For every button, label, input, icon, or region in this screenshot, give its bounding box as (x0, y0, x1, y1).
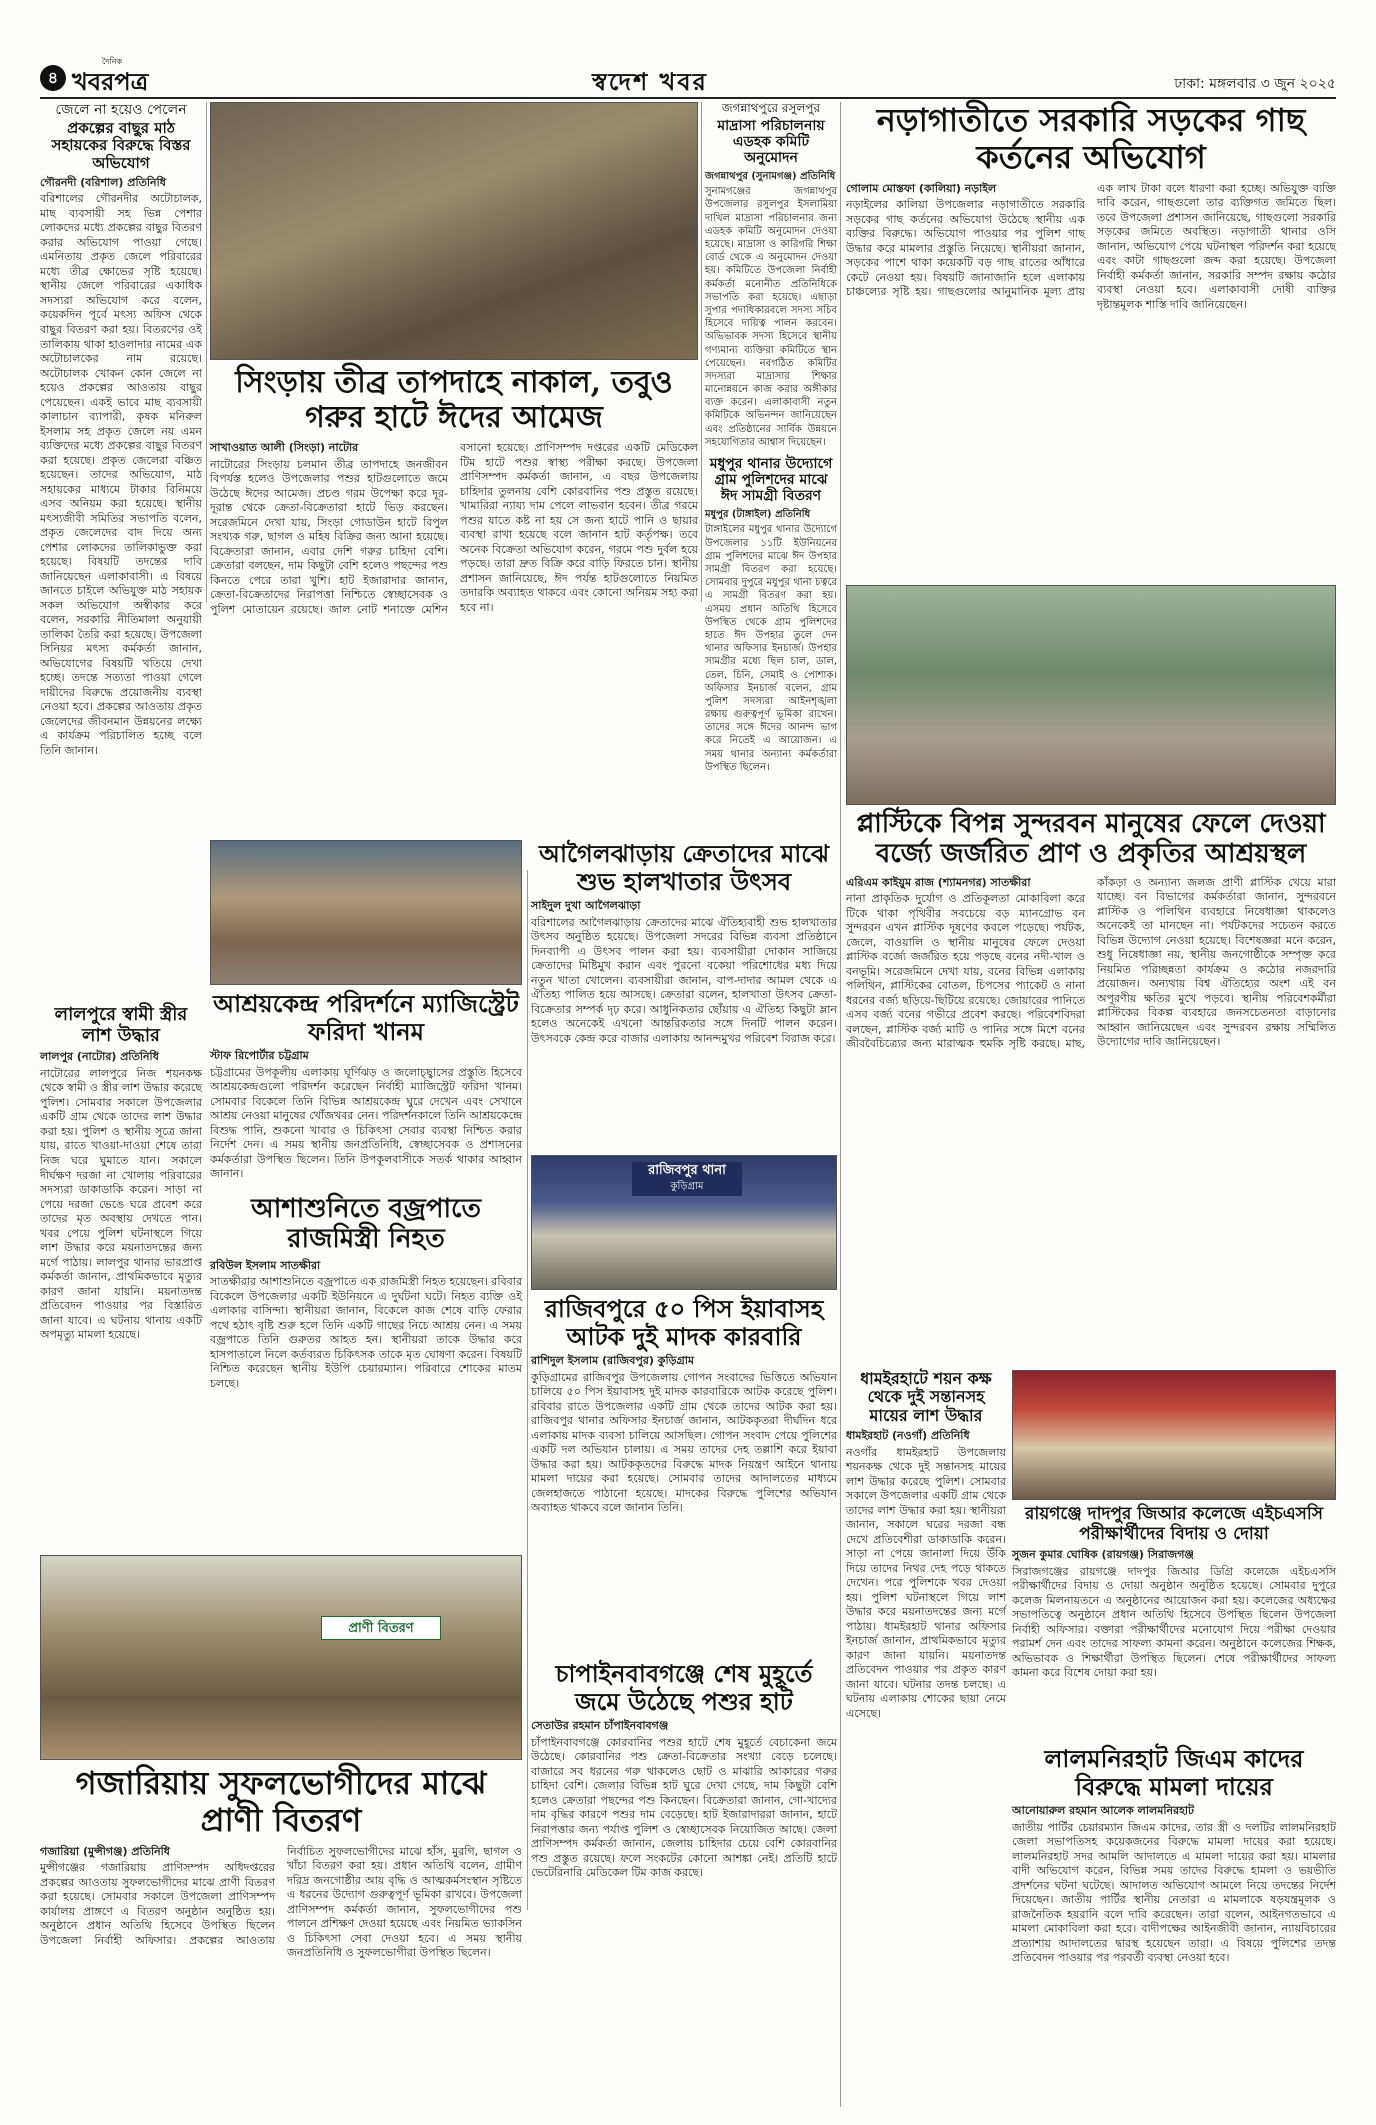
article-ashashuni (210, 1195, 522, 1555)
article-text: বরিশালের আগৈলঝাড়ায় ক্রেতাদের মাঝে ঐতিহ্যবাহী শুভ হালখাতার উৎসব অনুষ্ঠিত হয়েছে। উপজেলা সদরের বিভিন্ন ব্যবসা প্রতিষ্ঠানে দিনব্যাপী এ উৎসব পালন করা হয়। ব্যবসায়ীরা দোকান সাজিয়ে ক্রেতাদের মিষ্টিমুখ করান এবং পুরনো বকেয়া পরিশোধের মধ্য দিয়ে নতুন খাতা খোলেন। ব্যবসায়ীরা জানান, বাপ-দাদার আমল থেকে এ ঐতিহ্য পালিত হয়ে আসছে। ক্রেতারা বলেন, হালখাতা উৎসব ক্রেতা-বিক্রেতার সম্পর্ক দৃঢ় করে। আধুনিকতার ছোঁয়ায় এ ঐতিহ্য কিছুটা ম্লান হলেও অনেকেই এখনো আন্তরিকতার সঙ্গে দিনটি পালন করেন। উৎসবকে কেন্দ্র করে বাজার এলাকায় আনন্দমুখর পরিবেশ বিরাজ করে। (531, 915, 837, 1045)
article-byline: আনোয়ারুল রহমান আলেক লালমনিরহাট (1012, 1804, 1195, 1818)
article-lalmonirhat (1012, 1745, 1336, 2110)
dateline: ঢাকা: মঙ্গলবার ৩ জুন ২০২৫ (1174, 76, 1336, 92)
article-body (40, 1050, 202, 1342)
article-magistrate (210, 990, 522, 1190)
article-byline: ধামইরহাট (নওগাঁ) প্রতিনিধি (846, 1429, 970, 1443)
article-kicker: জগন্নাথপুরে রসুলপুর (721, 101, 821, 115)
police-station-sign-title: রাজিবপুর থানা (648, 1163, 726, 1178)
section-title: স্বদেশ খবর (592, 67, 708, 96)
article-body (531, 1354, 837, 1516)
police-station-sign-sub: কুড়িগ্রাম (670, 1181, 704, 1192)
article-headline: নড়াগাতীতে সরকারি সড়কের গাছ কর্তনের অভিযোগ (876, 101, 1306, 176)
sundarban-plastic-photo (846, 585, 1336, 805)
article-body (210, 441, 698, 617)
article-madhupur (705, 456, 837, 836)
article-calf-project (40, 102, 202, 1002)
page-header (40, 57, 1336, 96)
page-number: ৪ (47, 68, 59, 87)
article-text: নওগাঁর ধামইরহাট উপজেলায় শয়নকক্ষ থেকে দুই সন্তানসহ মায়ের লাশ উদ্ধার করেছে পুলিশ। সোমবার সকালে উপজেলার একটি গ্রাম থেকে তাদের লাশ উদ্ধার করা হয়। স্থানীয়রা জানান, সকালে ঘরের দরজা বন্ধ দেখে প্রতিবেশীরা ডাকাডাকি করেন। সাড়া না পেয়ে জানালা দিয়ে উঁকি দিয়ে তাদের নিথর দেহ পড়ে থাকতে দেখেন। পরে পুলিশকে খবর দেওয়া হয়। পুলিশ ঘটনাস্থলে গিয়ে লাশ উদ্ধার করে ময়নাতদন্তের জন্য মর্গে পাঠায়। ধামইরহাট থানার অফিসার ইনচার্জ জানান, প্রাথমিকভাবে মৃত্যুর কারণ জানা যায়নি। ময়নাতদন্ত প্রতিবেদন পাওয়ার পর প্রকৃত কারণ জানা যাবে। ঘটনার তদন্ত চলছে। এ ঘটনায় এলাকায় শোকের ছায়া নেমে এসেছে। (846, 1445, 1006, 1720)
article-text: নাটোরের লালপুরে নিজ শয়নকক্ষ থেকে স্বামী ও স্ত্রীর লাশ উদ্ধার করেছে পুলিশ। সোমবার সকালে উপজেলার একটি গ্রাম থেকে তাদের লাশ উদ্ধার করা হয়। পুলিশ ও স্থানীয় সূত্রে জানা যায়, রাতে খাওয়া-দাওয়া শেষে তারা নিজ ঘরে ঘুমাতে যান। সকালে দীর্ঘক্ষণ দরজা না খোলায় পরিবারের সদস্যরা ডাকাডাকি করেন। সাড়া না পেয়ে দরজা ভেঙে ঘরে প্রবেশ করে তাদের মৃত অবস্থায় দেখতে পান। খবর পেয়ে পুলিশ ঘটনাস্থলে গিয়ে লাশ উদ্ধার করে ময়নাতদন্তের জন্য মর্গে পাঠায়। লালপুর থানার ভারপ্রাপ্ত কর্মকর্তা জানান, প্রাথমিকভাবে মৃত্যুর কারণ জানা যায়নি। ময়নাতদন্ত প্রতিবেদন পাওয়ার পর বিস্তারিত জানা যাবে। এ ঘটনায় থানায় একটি অপমৃত্যু মামলা হয়েছে। (40, 1066, 202, 1342)
article-body (1012, 1548, 1336, 1681)
article-body (210, 1049, 522, 1182)
article-byline: সুজন কুমার ঘোষিক (রায়গঞ্জ) সিরাজগঞ্জ (1012, 1548, 1194, 1562)
article-body (40, 176, 202, 759)
article-agailjhara (531, 840, 837, 1150)
article-jagannathpur (705, 102, 837, 452)
article-text: নাটোরের সিংড়ায় চলমান তীব্র তাপদাহে জনজীবন বিপর্যস্ত হলেও উপজেলার পশুর হাটগুলোতে জমে উঠেছে ঈদের আমেজ। প্রচণ্ড গরম উপেক্ষা করে দূর-দূরান্ত থেকে ক্রেতা-বিক্রেতারা হাটে ভিড় করছেন। সরেজমিনে দেখা যায়, সিংড়া গোডাউন হাটে বিপুল সংখ্যক গরু, ছাগল ও মহিষ বিক্রির জন্য আনা হয়েছে। বিক্রেতারা জানান, এবার দেশি গরুর চাহিদা বেশি। ক্রেতারা বলছেন, দাম কিছুটা বেশি হলেও পছন্দের পশু কিনতে পেরে তারা খুশি। হাট ইজারাদার জানান, ক্রেতা-বিক্রেতাদের নিরাপত্তা নিশ্চিতে স্বেচ্ছাসেবক ও পুলিশ মোতায়েন রয়েছে। জাল নোট শনাক্তে মেশিন বসানো হয়েছে। প্রাণিসম্পদ দপ্তরের একটি মেডিকেল টিম হাটে পশুর স্বাস্থ্য পরীক্ষা করছে। উপজেলা প্রাণিসম্পদ কর্মকর্তা জানান, এ বছর উপজেলায় চাহিদার তুলনায় বেশি কোরবানির পশু প্রস্তুত রয়েছে। খামারিরা ন্যায্য দাম পেলে লাভবান হবেন। তীব্র গরমে পশুর যাতে কষ্ট না হয় সে জন্য হাটে পানি ও ছায়ার ব্যবস্থা রাখা হয়েছে বলে জানান হাট কর্তৃপক্ষ। তবে অনেক বিক্রেতা অভিযোগ করেন, গরমে পশু দুর্বল হয়ে পড়ছে। তারা দ্রুত বিক্রি করে বাড়ি ফিরতে চান। স্থানীয় প্রশাসন জানিয়েছে, ঈদ পর্যন্ত হাটগুলোতে নিয়মিত তদারকি অব্যাহত থাকবে এবং কোনো অনিয়ম সহ্য করা হবে না। (210, 441, 698, 616)
article-headline: আশাশুনিতে বজ্রপাতে রাজমিস্ত্রী নিহত (250, 1194, 482, 1254)
college-farewell-photo (1012, 1370, 1336, 1500)
article-text: নানা প্রাকৃতিক দুর্যোগ ও প্রতিকূলতা মোকাবিলা করে টিকে থাকা পৃথিবীর সবচেয়ে বড় ম্যানগ্রোভ বন সুন্দরবন এখন প্লাস্টিক দূষণের কবলে পড়েছে। পর্যটক, জেলে, বাওয়ালি ও স্থানীয় মানুষের ফেলে দেওয়া প্লাস্টিক বর্জ্যে জর্জরিত হয়ে পড়ছে বনের নদী-খাল ও বনভূমি। সরেজমিনে দেখা যায়, বনের বিভিন্ন এলাকায় পলিথিন, প্লাস্টিকের বোতল, চিপসের প্যাকেট ও নানা ধরনের বর্জ্য ছড়িয়ে-ছিটিয়ে রয়েছে। জোয়ারের পানিতে এসব বর্জ্য বনের গভীরে প্রবেশ করছে। পরিবেশবিদরা বলছেন, প্লাস্টিক বর্জ্য মাটি ও পানির সঙ্গে মিশে বনের জীববৈচিত্র্যের জন্য মারাত্মক হুমকি সৃষ্টি করছে। মাছ, কাঁকড়া ও অন্যান্য জলজ প্রাণী প্লাস্টিক খেয়ে মারা যাচ্ছে। বন বিভাগের কর্মকর্তারা জানান, সুন্দরবনে প্লাস্টিক ও পলিথিন ব্যবহারে নিষেধাজ্ঞা থাকলেও অনেকেই তা মানছেন না। পর্যটকদের সচেতন করতে বিভিন্ন উদ্যোগ নেওয়া হয়েছে। বিশেষজ্ঞরা মনে করেন, শুধু নিষেধাজ্ঞা নয়, স্থানীয় জনগোষ্ঠীকে সম্পৃক্ত করে নিয়মিত পরিচ্ছন্নতা কার্যক্রম ও কঠোর নজরদারি প্রয়োজন। অন্যথায় বিশ্ব ঐতিহ্যের অংশ এই বন অপূরণীয় ক্ষতির মুখে পড়বে। স্থানীয় পরিবেশকর্মীরা প্লাস্টিকের বিকল্প ব্যবহারে জনসচেতনতা বাড়ানোর আহ্বান জানিয়েছেন এবং সুন্দরবন রক্ষায় সম্মিলিত উদ্যোগের দাবি জানিয়েছেন। (846, 875, 1336, 1051)
article-kicker: জেলে না হয়েও পেলেন (55, 102, 187, 118)
article-body (846, 876, 1336, 1052)
article-byline: সেতাউর রহমান চাঁপাইনবাবগঞ্জ (531, 1719, 669, 1733)
column-divider (206, 102, 207, 602)
article-headline: মাদ্রাসা পরিচালনায় এডহক কমিটি অনুমোদন (717, 117, 825, 166)
article-headline: মধুপুর থানার উদ্যোগে গ্রাম পুলিশদের মাঝে ঈদ সামগ্রী বিতরণ (709, 456, 833, 505)
article-body (846, 182, 1336, 313)
article-headline: আশ্রয়কেন্দ্র পরিদর্শনে ম্যাজিস্ট্রেট ফরিদা খানম (213, 989, 519, 1046)
masthead-small: দৈনিক (102, 57, 123, 66)
article-text: কুড়িগ্রামের রাজিবপুর উপজেলায় গোপন সংবাদের ভিত্তিতে অভিযান চালিয়ে ৫০ পিস ইয়াবাসহ দুই মাদক কারবারিকে আটক করেছে পুলিশ। রবিবার রাতে উপজেলার একটি গ্রাম থেকে তাদের আটক করা হয়। রাজিবপুর থানার অফিসার ইনচার্জ জানান, আটককৃতরা দীর্ঘদিন ধরে এলাকায় মাদক ব্যবসা চালিয়ে আসছিল। গোপন সংবাদ পেয়ে পুলিশের একটি দল অভিযান চালায়। এ সময় তাদের দেহ তল্লাশি করে ইয়াবা উদ্ধার করা হয়। আটককৃতদের বিরুদ্ধে মাদক নিয়ন্ত্রণ আইনে থানায় মামলা দায়ের করা হয়েছে। সোমবার তাদের আদালতের মাধ্যমে জেলহাজতে পাঠানো হয়েছে। মাদকের বিরুদ্ধে পুলিশের অভিযান অব্যাহত থাকবে বলে জানান তিনি। (531, 1370, 837, 1515)
article-headline: প্রকল্পের বাছুর মাঠ সহায়কের বিরুদ্ধে বিস্তর অভিযোগ (51, 119, 191, 172)
article-byline: রবিউল ইসলাম সাতক্ষীরা (210, 1258, 321, 1272)
article-headline: রাজিবপুরে ৫০ পিস ইয়াবাসহ আটক দুই মাদক কারবারি (544, 1294, 824, 1351)
column-divider (701, 102, 702, 602)
article-byline: সাখাওয়াত আলী (সিংড়া) নাটোর (210, 441, 359, 454)
article-text: নড়াইলের কালিয়া উপজেলার নড়াগাতীতে সরকারি সড়কের গাছ কর্তনের অভিযোগ উঠেছে স্থানীয় এক ব্যক্তির বিরুদ্ধে। অভিযোগ পাওয়ার পর পুলিশ গাছ উদ্ধার করে মামলার প্রস্তুতি নিয়েছে। স্থানীয়রা জানান, সড়কের পাশে থাকা কয়েকটি বড় গাছ রাতের আঁধারে কেটে নেওয়া হয়। বিষয়টি জানাজানি হলে এলাকায় চাঞ্চল্যের সৃষ্টি হয়। গাছগুলোর আনুমানিক মূল্য প্রায় এক লাখ টাকা বলে ধারণা করা হচ্ছে। অভিযুক্ত ব্যক্তি দাবি করেন, গাছগুলো তার ব্যক্তিগত জমিতে ছিল। তবে উপজেলা প্রশাসন জানিয়েছে, গাছগুলো সরকারি সড়কের জমিতে অবস্থিত। নড়াগাতী থানার ওসি জানান, অভিযোগ পেয়ে ঘটনাস্থল পরিদর্শন করা হয়েছে এবং কাটা গাছগুলো জব্দ করা হয়েছে। উপজেলা নির্বাহী কর্মকর্তা জানান, সরকারি সম্পদ রক্ষায় কঠোর ব্যবস্থা নেওয়া হবে। এলাকাবাসী দোষী ব্যক্তির দৃষ্টান্তমূলক শাস্তি দাবি জানিয়েছেন। (846, 181, 1336, 311)
article-text: সিরাজগঞ্জের রায়গঞ্জে দাদপুর জিআর ডিগ্রি কলেজে এইচএসসি পরীক্ষার্থীদের বিদায় ও দোয়া অনুষ্ঠান অনুষ্ঠিত হয়েছে। সোমবার দুপুরে কলেজ মিলনায়তনে এ অনুষ্ঠানের আয়োজন করা হয়। কলেজের অধ্যক্ষের সভাপতিত্বে অনুষ্ঠানে প্রধান অতিথি হিসেবে উপস্থিত ছিলেন উপজেলা নির্বাহী অফিসার। বক্তারা পরীক্ষার্থীদের মনোযোগ দিয়ে পরীক্ষা দেওয়ার পরামর্শ দেন এবং তাদের সাফল্য কামনা করেন। অনুষ্ঠানে কলেজের শিক্ষক, অভিভাবক ও শিক্ষার্থীরা উপস্থিত ছিলেন। শেষে পরীক্ষার্থীদের সাফল্য কামনা করে বিশেষ দোয়া করা হয়। (1012, 1564, 1336, 1680)
article-raiganj (1012, 1505, 1336, 1740)
article-body (210, 1259, 522, 1392)
article-byline: মধুপুর (টাঙ্গাইল) প্রতিনিধি (705, 509, 811, 521)
masthead (72, 57, 252, 96)
article-headline: ধামইরহাটে শয়ন কক্ষ থেকে দুই সন্তানসহ মায়ের লাশ উদ্ধার (860, 1369, 992, 1425)
article-text: টাঙ্গাইলের মধুপুর থানার উদ্যোগে উপজেলার ১১টি ইউনিয়নের গ্রাম পুলিশদের মাঝে ঈদ উপহার সামগ্রী বিতরণ করা হয়েছে। সোমবার দুপুরে মধুপুর থানা চত্বরে এ সামগ্রী বিতরণ করা হয়। এসময় প্রধান অতিথি হিসেবে উপস্থিত থেকে গ্রাম পুলিশদের হাতে ঈদ উপহার তুলে দেন থানার অফিসার ইনচার্জ। উপহার সামগ্রীর মধ্যে ছিল চাল, ডাল, তেল, চিনি, সেমাই ও পোশাক। অফিসার ইনচার্জ বলেন, গ্রাম পুলিশ সদস্যরা আইনশৃঙ্খলা রক্ষায় গুরুত্বপূর্ণ ভূমিকা রাখেন। তাদের সঙ্গে ঈদের আনন্দ ভাগ করে নিতেই এ আয়োজন। এ সময় থানার অন্যান্য কর্মকর্তারা উপস্থিত ছিলেন। (705, 524, 837, 773)
masthead-name: খবরপত্র (72, 67, 149, 96)
article-headline: আগৈলঝাড়ায় ক্রেতাদের মাঝে শুভ হালখাতার উৎসব (538, 839, 830, 896)
article-body (705, 508, 837, 774)
article-headline: চাপাইনবাবগঞ্জে শেষ মুহূর্তে জমে উঠেছে পশুর হাট (555, 1659, 813, 1716)
article-headline: সিংড়ায় তীব্র তাপদাহে নাকাল, তবুও গরুর হাটে ঈদের আমেজ (235, 365, 673, 435)
article-text: বরিশালের গৌরনদীর অটোচালক, মাছ ব্যবসায়ী সহ ভিন্ন পেশার লোকদের মধ্যে প্রকল্পের বাছুর বিতরণ করার অভিযোগ পাওয়া গেছে। এমনিতায় প্রকৃত জেলে পরিবারের মধ্যে তীব্র ক্ষোভের সৃষ্টি হয়েছে। স্থানীয় জেলে পরিবারের একাধিক সদস্যরা অভিযোগ করে বলেন, কয়েকদিন পূর্বে মৎস্য অফিস থেকে বাছুর বিতরণ করা হয়। বিতরণের ওই তালিকায় থাকা হাওলাদার নামের এক অটোচালকের নাম রয়েছে। অটোচালক খোকন কোন জেলে না হয়েও প্রকল্পের আওতায় বাছুর পেয়েছেন। একই ভাবে মাছ ব্যবসায়ী কালাচান ব্যাপারী, কৃষক মনিরুল ইসলাম সহ প্রকৃত জেলে নয় এমন ব্যক্তিদের মধ্যে প্রকল্পের বাছুর বিতরণ করা হয়েছে। প্রকৃত জেলেরা বঞ্চিত হয়েছেন। তাদের অভিযোগ, মাঠ সহায়কের মাধ্যমে টাকার বিনিময়ে এসব অনিয়ম করা হয়েছে। স্থানীয় মৎস্যজীবী সমিতির সভাপতি বলেন, প্রকৃত জেলেদের বাদ দিয়ে অন্য পেশার লোকদের তালিকাভুক্ত করা হয়েছে। বিষয়টি তদন্তের দাবি জানিয়েছেন এলাকাবাসী। এ বিষয়ে জানতে চাইলে অভিযুক্ত মাঠ সহায়ক সকল অভিযোগ অস্বীকার করে বলেন, সরকারি নীতিমালা অনুযায়ী তালিকা তৈরি করা হয়েছে। উপজেলা সিনিয়র মৎস্য কর্মকর্তা জানান, অভিযোগের বিষয়টি খতিয়ে দেখা হচ্ছে। তদন্তে সত্যতা পাওয়া গেলে দায়ীদের বিরুদ্ধে প্রয়োজনীয় ব্যবস্থা নেওয়া হবে। প্রকল্পের আওতায় প্রকৃত জেলেদের জীবনমান উন্নয়নের লক্ষ্যে এ কার্যক্রম পরিচালিত হচ্ছে বলে তিনি জানান। (40, 192, 202, 757)
article-byline: গজারিয়া (মুন্সীগঞ্জ) প্রতিনিধি (40, 1844, 170, 1858)
article-headline: প্লাস্টিকে বিপন্ন সুন্দরবন মানুষের ফেলে দেওয়া বর্জ্যে জর্জরিত প্রাণ ও প্রকৃতির আশ্রয়স্থল (856, 809, 1326, 869)
article-text: মুন্সীগঞ্জের গজারিয়ায় প্রাণিসম্পদ অধিদপ্তরের প্রকল্পের আওতায় সুফলভোগীদের মাঝে প্রাণী বিতরণ করা হয়েছে। সোমবার সকালে উপজেলা প্রাণিসম্পদ কার্যালয় প্রাঙ্গণে এ বিতরণ অনুষ্ঠান অনুষ্ঠিত হয়। অনুষ্ঠানে প্রধান অতিথি হিসেবে উপস্থিত ছিলেন উপজেলা নির্বাহী অফিসার। প্রকল্পের আওতায় নির্বাচিত সুফলভোগীদের মাঝে হাঁস, মুরগি, ছাগল ও খাঁচা বিতরণ করা হয়। প্রধান অতিথি বলেন, গ্রামীণ দরিদ্র জনগোষ্ঠীর আয় বৃদ্ধি ও আত্মকর্মসংস্থান সৃষ্টিতে এ ধরনের উদ্যোগ গুরুত্বপূর্ণ ভূমিকা রাখবে। উপজেলা প্রাণিসম্পদ কর্মকর্তা জানান, সুফলভোগীদের পশু পালনে প্রশিক্ষণ দেওয়া হয়েছে এবং নিয়মিত ভ্যাকসিন ও চিকিৎসা সেবা দেওয়া হবে। এ সময় স্থানীয় জনপ্রতিনিধি ও সুফলভোগীরা উপস্থিত ছিলেন। (40, 1844, 522, 1960)
article-singra (210, 366, 698, 836)
article-byline: জগন্নাথপুর (সুনামগঞ্জ) প্রতিনিধি (705, 171, 836, 183)
article-body (705, 170, 837, 449)
article-byline: সাইদুল দুখা আগৈলঝাড়া (531, 899, 641, 913)
article-body (40, 1845, 522, 1961)
police-arrest-photo (531, 1155, 837, 1290)
article-byline: গৌরনদী (বরিশাল) প্রতিনিধি (40, 175, 166, 189)
article-body (531, 899, 837, 1046)
article-sundarban (846, 810, 1336, 1365)
article-body (846, 1429, 1006, 1721)
article-text: চট্টগ্রামের উপকূলীয় এলাকায় ঘূর্ণিঝড় ও জলোচ্ছ্বাসের প্রস্তুতি হিসেবে আশ্রয়কেন্দ্রগুলো পরিদর্শন করেছেন নির্বাহী ম্যাজিস্ট্রেট ফরিদা খানম। সোমবার বিকেলে তিনি বিভিন্ন আশ্রয়কেন্দ্র ঘুরে দেখেন এবং সেখানে আশ্রয় নেওয়া মানুষের খোঁজখবর নেন। পরিদর্শনকালে তিনি আশ্রয়কেন্দ্রে বিশুদ্ধ পানি, শুকনো খাবার ও চিকিৎসা সেবার ব্যবস্থা নিশ্চিত করার নির্দেশ দেন। এ সময় স্থানীয় জনপ্রতিনিধি, স্বেচ্ছাসেবক ও প্রশাসনের কর্মকর্তারা উপস্থিত ছিলেন। তিনি উপকূলবাসীকে সতর্ক থাকার আহ্বান জানান। (210, 1065, 522, 1181)
article-gajaria (40, 1765, 522, 2110)
article-headline: লালপুরে স্বামী স্ত্রীর লাশ উদ্ধার (54, 1004, 188, 1046)
page-number-badge (40, 65, 66, 91)
animal-distribution-photo (40, 1555, 522, 1760)
article-text: চাঁপাইনবাবগঞ্জে কোরবানির পশুর হাটে শেষ মুহূর্তে বেচাকেনা জমে উঠেছে। কোরবানির পশু ক্রেতা-বিক্রেতার সংখ্যা বেড়ে চলেছে। বাজারে সব ধরনের গরু থাকলেও ছোট ও মাঝারি আকারের গরুর চাহিদা বেশি। জেলার বিভিন্ন হাট ঘুরে দেখা গেছে, দাম কিছুটা বেশি হলেও ক্রেতারা পছন্দের পশু কিনছেন। বিক্রেতারা জানান, গো-খাদ্যের দাম বৃদ্ধির কারণে পশুর দাম বেড়েছে। হাট ইজারাদাররা জানান, হাটে নিরাপত্তার জন্য পর্যাপ্ত পুলিশ ও স্বেচ্ছাসেবক নিয়োজিত আছে। জেলা প্রাণিসম্পদ কর্মকর্তা জানান, জেলায় চাহিদার চেয়ে বেশি কোরবানির পশু প্রস্তুত রয়েছে। ফলে সংকটের কোনো আশঙ্কা নেই। প্রতিটি হাটে ভেটেরিনারি মেডিকেল টিম কাজ করছে। (531, 1735, 837, 1880)
article-byline: এরিএম কাইয়ুম রাজ (শ্যামনগর) সাতক্ষীরা (846, 875, 1031, 889)
police-station-sign (632, 1162, 742, 1196)
article-text: সাতক্ষীরার আশাশুনিতে বজ্রপাতে এক রাজমিস্ত্রী নিহত হয়েছেন। রবিবার বিকেলে উপজেলার একটি ইউনিয়নে এ দুর্ঘটনা ঘটে। নিহত ব্যক্তি ওই এলাকার বাসিন্দা। স্থানীয়রা জানান, বিকেলে কাজ শেষে বাড়ি ফেরার পথে হঠাৎ বৃষ্টি শুরু হলে তিনি একটি গাছের নিচে আশ্রয় নেন। এ সময় বজ্রপাতে তিনি গুরুতর আহত হন। স্থানীয়রা তাকে উদ্ধার করে হাসপাতালে নিলে কর্তব্যরত চিকিৎসক তাকে মৃত ঘোষণা করেন। বিষয়টি নিশ্চিত করেছেন স্থানীয় ইউপি চেয়ারম্যান। পরিবারে শোকের মাতম চলছে। (210, 1275, 522, 1390)
article-headline: লালমনিরহাট জিএম কাদের বিরুদ্ধে মামলা দায়ের (1044, 1744, 1304, 1801)
article-headline: গজারিয়ায় সুফলভোগীদের মাঝে প্রাণী বিতরণ (75, 1764, 487, 1839)
article-body (531, 1719, 837, 1881)
header-rule (40, 97, 1336, 99)
article-byline: লালপুর (নাটোর) প্রতিনিধি (40, 1050, 159, 1064)
article-body (1012, 1804, 1336, 1966)
article-naragati (846, 102, 1336, 582)
column-divider (840, 102, 841, 2107)
magistrate-visit-photo (210, 840, 522, 985)
article-chapainawabganj (531, 1660, 837, 2110)
article-text: জাতীয় পার্টির চেয়ারম্যান জিএম কাদের, তার স্ত্রী ও দলটির লালমনিরহাট জেলা সভাপতিসহ কয়েকজনের বিরুদ্ধে মামলা দায়ের করা হয়েছে। লালমনিরহাট সদর আমলি আদালতে এ মামলা দায়ের করা হয়। মামলার বাদী অভিযোগ করেন, বিভিন্ন সময় তাদের বিরুদ্ধে হামলা ও ভয়ভীতি প্রদর্শনের ঘটনা ঘটেছে। আদালত অভিযোগ আমলে নিয়ে তদন্তের নির্দেশ দিয়েছেন। জাতীয় পার্টির স্থানীয় নেতারা এ মামলাকে ষড়যন্ত্রমূলক ও রাজনৈতিক হয়রানি বলে দাবি করেছেন। তারা বলেন, আইনগতভাবে এ মামলা মোকাবিলা করা হবে। বাদীপক্ষের আইনজীবী জানান, ন্যায়বিচারের প্রত্যাশায় আদালতের দ্বারস্থ হয়েছেন তারা। এ বিষয়ে পুলিশের তদন্ত প্রতিবেদন পাওয়ার পর পরবর্তী ব্যবস্থা নেওয়া হবে। (1012, 1820, 1336, 1965)
article-rajibpur (531, 1295, 837, 1655)
article-byline: স্টাফ রিপোর্টার চট্টগ্রাম (210, 1049, 309, 1063)
article-byline: গোলাম মোস্তফা (কালিয়া) নড়াইল (846, 181, 997, 195)
cattle-market-photo (210, 102, 698, 360)
column-divider (527, 870, 528, 1910)
article-text: সুনামগঞ্জের জগন্নাথপুর উপজেলার রসুলপুর ইসলামিয়া দাখিল মাদ্রাসা পরিচালনার জন্য এডহক কমিটি অনুমোদন দেওয়া হয়েছে। মাদ্রাসা ও কারিগরি শিক্ষা বোর্ড থেকে এ অনুমোদন দেওয়া হয়। কমিটিতে উপজেলা নির্বাহী কর্মকর্তা মনোনীত প্রতিনিধিকে সভাপতি করা হয়েছে। এছাড়া সুপার পদাধিকারবলে সদস্য সচিব হিসেবে দায়িত্ব পালন করবেন। অভিভাবক সদস্য হিসেবে স্থানীয় গণ্যমান্য ব্যক্তিরা কমিটিতে স্থান পেয়েছেন। নবগঠিত কমিটির সদস্যরা মাদ্রাসার শিক্ষার মানোন্নয়নে কাজ করার অঙ্গীকার ব্যক্ত করেন। এলাকাবাসী নতুন কমিটিকে অভিনন্দন জানিয়েছেন এবং প্রতিষ্ঠানের সার্বিক উন্নয়নে সহযোগিতার আশ্বাস দিয়েছেন। (705, 186, 837, 448)
banner-sign: প্রাণী বিতরণ (321, 1616, 441, 1640)
article-byline: রাশিদুল ইসলাম (রাজিবপুর) কুড়িগ্রাম (531, 1354, 694, 1368)
article-dhamoirhat (846, 1370, 1006, 1860)
article-headline: রায়গঞ্জে দাদপুর জিআর কলেজে এইচএসসি পরীক্ষার্থীদের বিদায় ও দোয়া (1024, 1504, 1324, 1544)
